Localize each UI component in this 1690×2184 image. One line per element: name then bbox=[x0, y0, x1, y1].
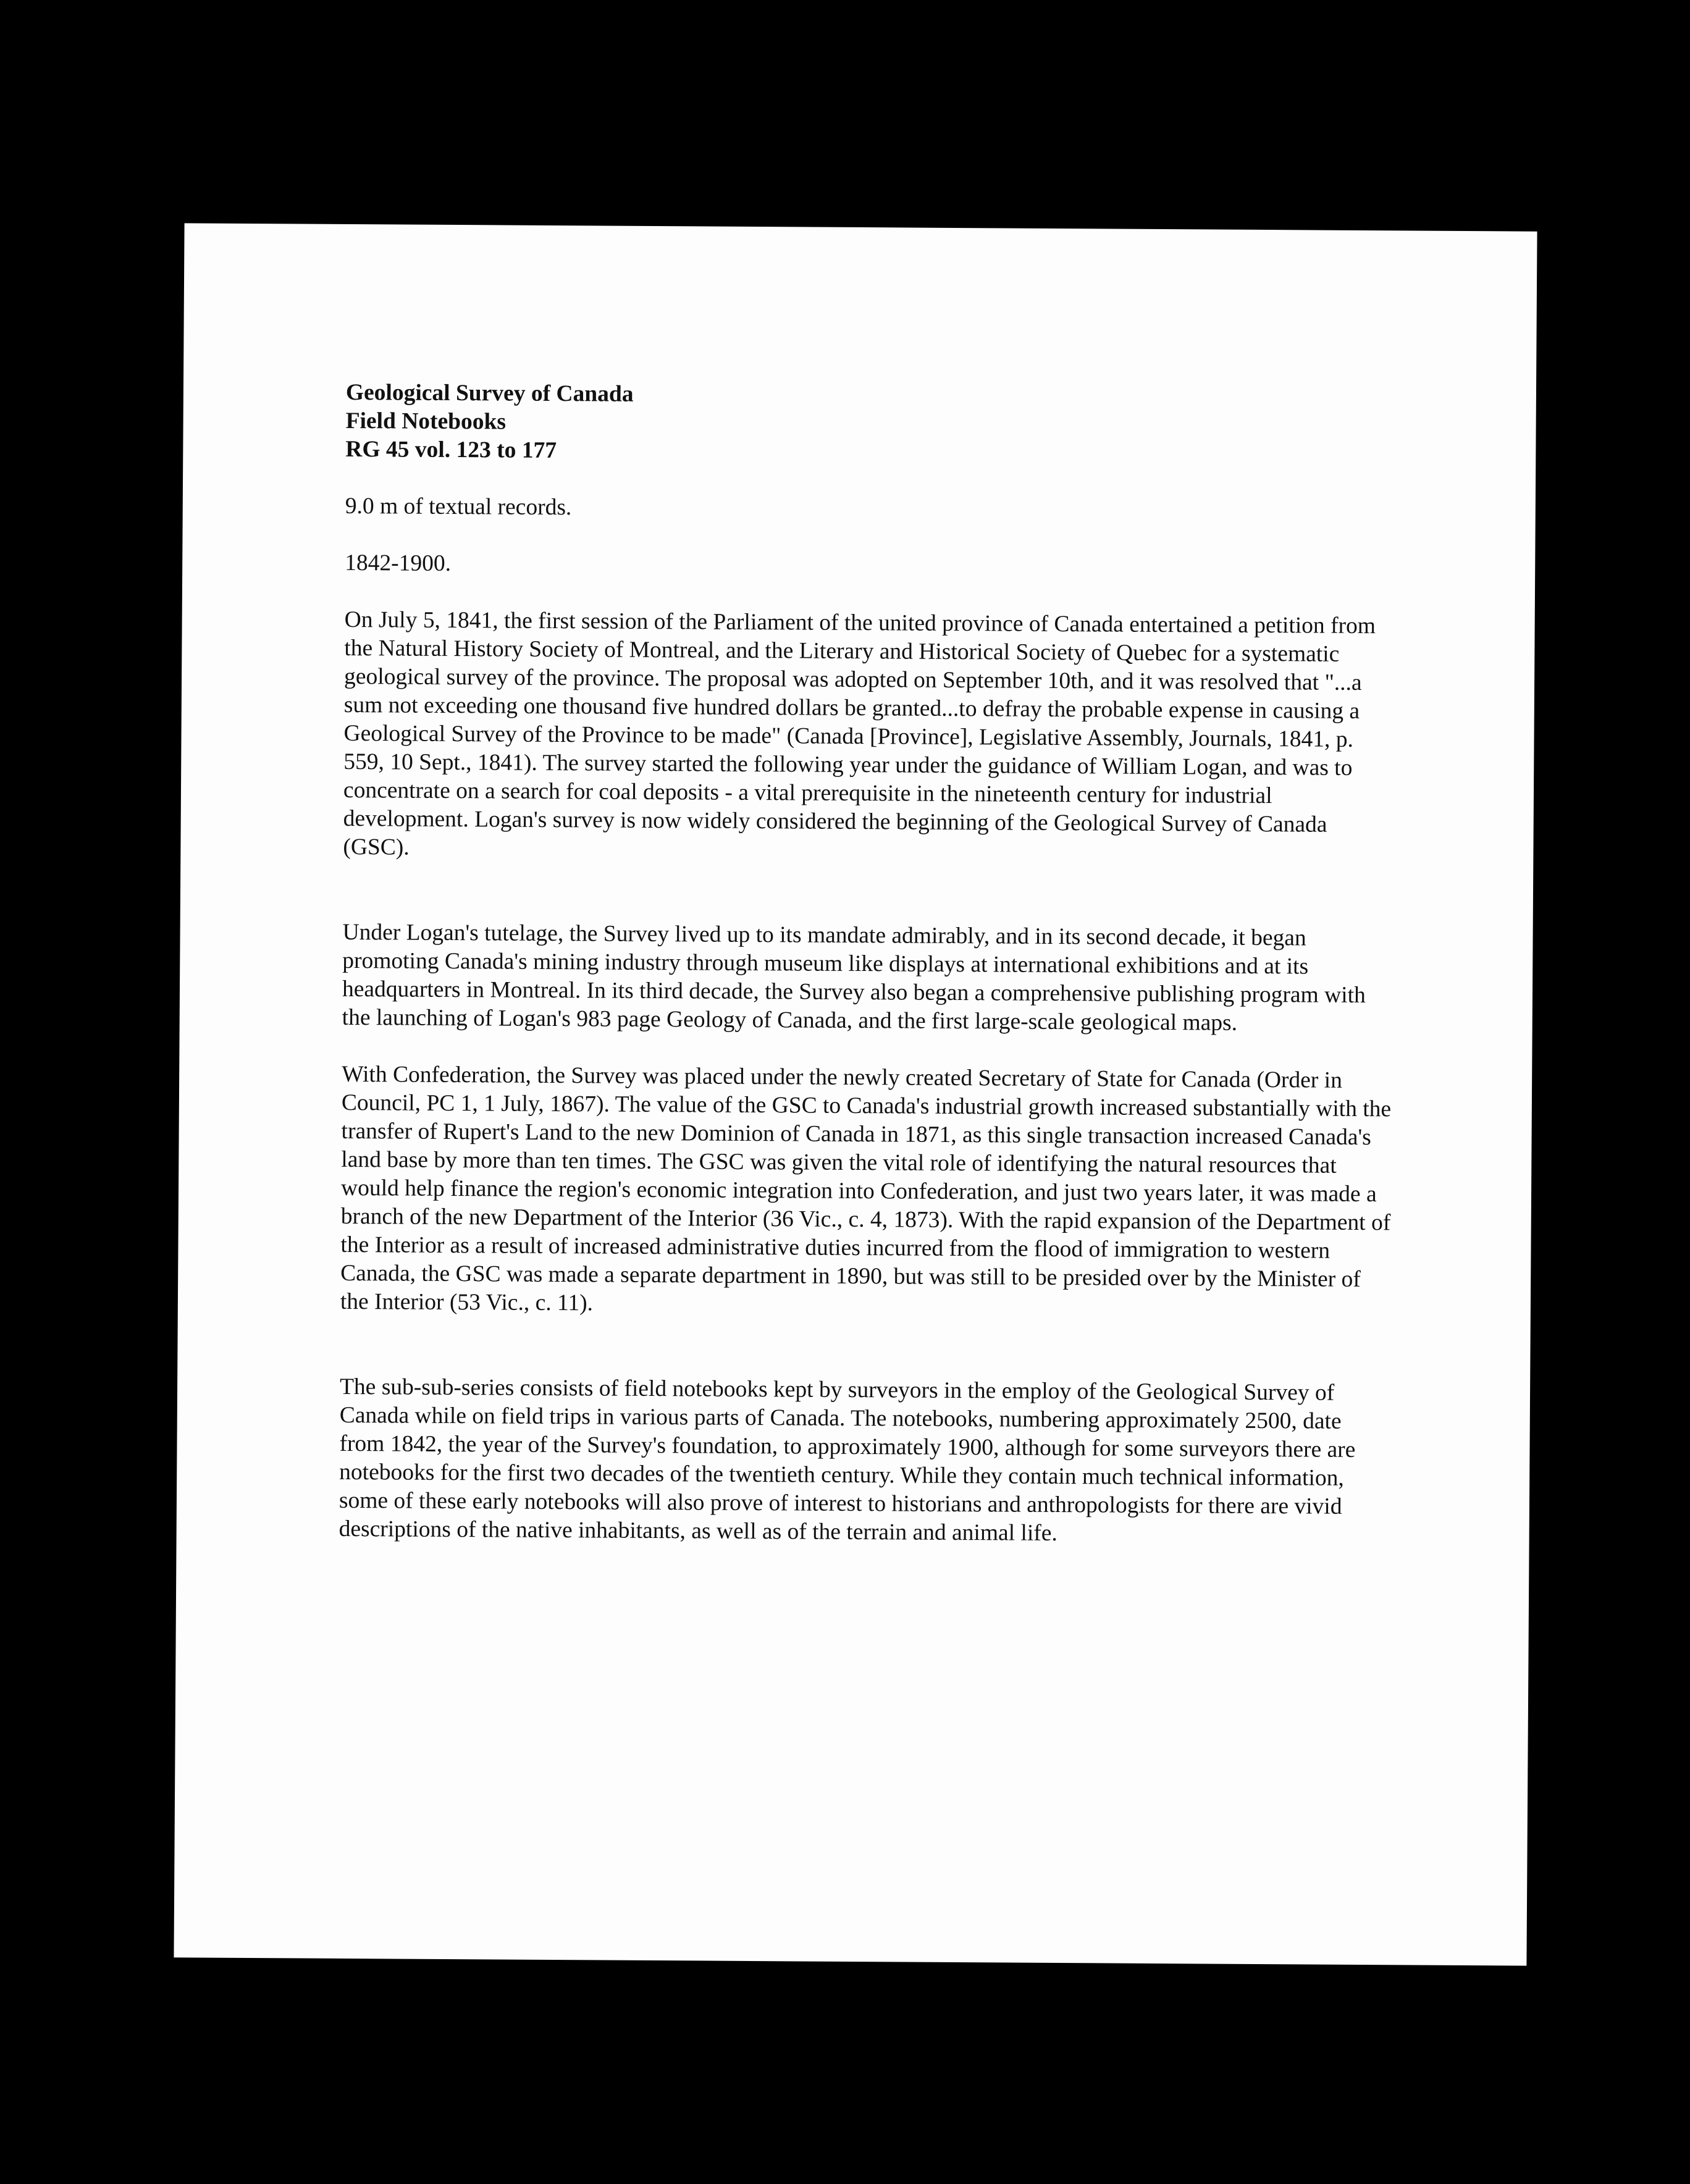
paragraph-tutelage: Under Logan's tutelage, the Survey lived up to its mandate admirably, and in its second decade, it began promoting Canada's mining industry through museum like displays at international exhibitions and at its headquarters in Montreal. In its third decade, the Survey also began a comprehensive publishing program with the launching of Logan's 983 page Geology of Canada, and the first large-scale geological maps. bbox=[342, 919, 1366, 1036]
paragraph-confederation: With Confederation, the Survey was placed under the newly created Secretary of State for Canada (Order in Council, PC 1, 1 July, 1867). The value of the GSC to Canada's industrial growth increased substantially with the transfer of Rupert's Land to the new Dominion of Canada in 1871, as this single transaction increased Canada's land base by more than ten times. The GSC was given the vital role of identifying the natural resources that would help finance the region's economic integration into Confederation, and just two years later, it was made a branch of the new Department of the Interior (36 Vic., c. 4, 1873). With the rapid expansion of the Department of the Interior as a result of increased administrative duties incurred from the flood of immigration to western Canada, the GSC was made a separate department in 1890, but was still to be presided over by the Minister of the Interior (53 Vic., c. 11). bbox=[340, 1061, 1392, 1316]
document-page bbox=[174, 223, 1537, 1965]
header-title: Geological Survey of Canada bbox=[345, 379, 634, 407]
dates-text: 1842-1900. bbox=[345, 550, 452, 576]
document-content bbox=[339, 379, 1396, 1550]
header-reference: RG 45 vol. 123 to 177 bbox=[345, 436, 557, 464]
extent-text: 9.0 m of textual records. bbox=[345, 493, 572, 521]
paragraph-scope: The sub-sub-series consists of field notebooks kept by surveyors in the employ of the Geological Survey of Canada while on field trips in various parts of Canada. The notebooks, numbering approximately 2500, date from 1842, the year of the Survey's foundation, to approximately 1900, although for some surveyors there are notebooks for the first two decades of the twentieth century. While they contain much technical information, some of these early notebooks will also prove of interest to historians and anthropologists for there are vivid descriptions of the native inhabitants, as well as of the terrain and animal life. bbox=[338, 1374, 1356, 1547]
header-series: Field Notebooks bbox=[345, 408, 507, 435]
paragraph-history: On July 5, 1841, the first session of the Parliament of the united province of Canada entertained a petition from the Natural History Society of Montreal, and the Literary and Historical Society of Quebec for a systematic geological survey of the province. The proposal was adopted on September 10th, and it was resolved that "...a sum not exceeding one thousand five hundred dollars be granted...to defray the probable expense in causing a Geological Survey of the Province to be made" (Canada [Province], Legislative Assembly, Journals, 1841, p. 559, 10 Sept., 1841). The survey started the following year under the guidance of William Logan, and was to concentrate on a search for coal deposits - a vital prerequisite in the nineteenth century for industrial development. Logan's survey is now widely considered the beginning of the Geological Survey of Canada (GSC). bbox=[343, 607, 1376, 860]
